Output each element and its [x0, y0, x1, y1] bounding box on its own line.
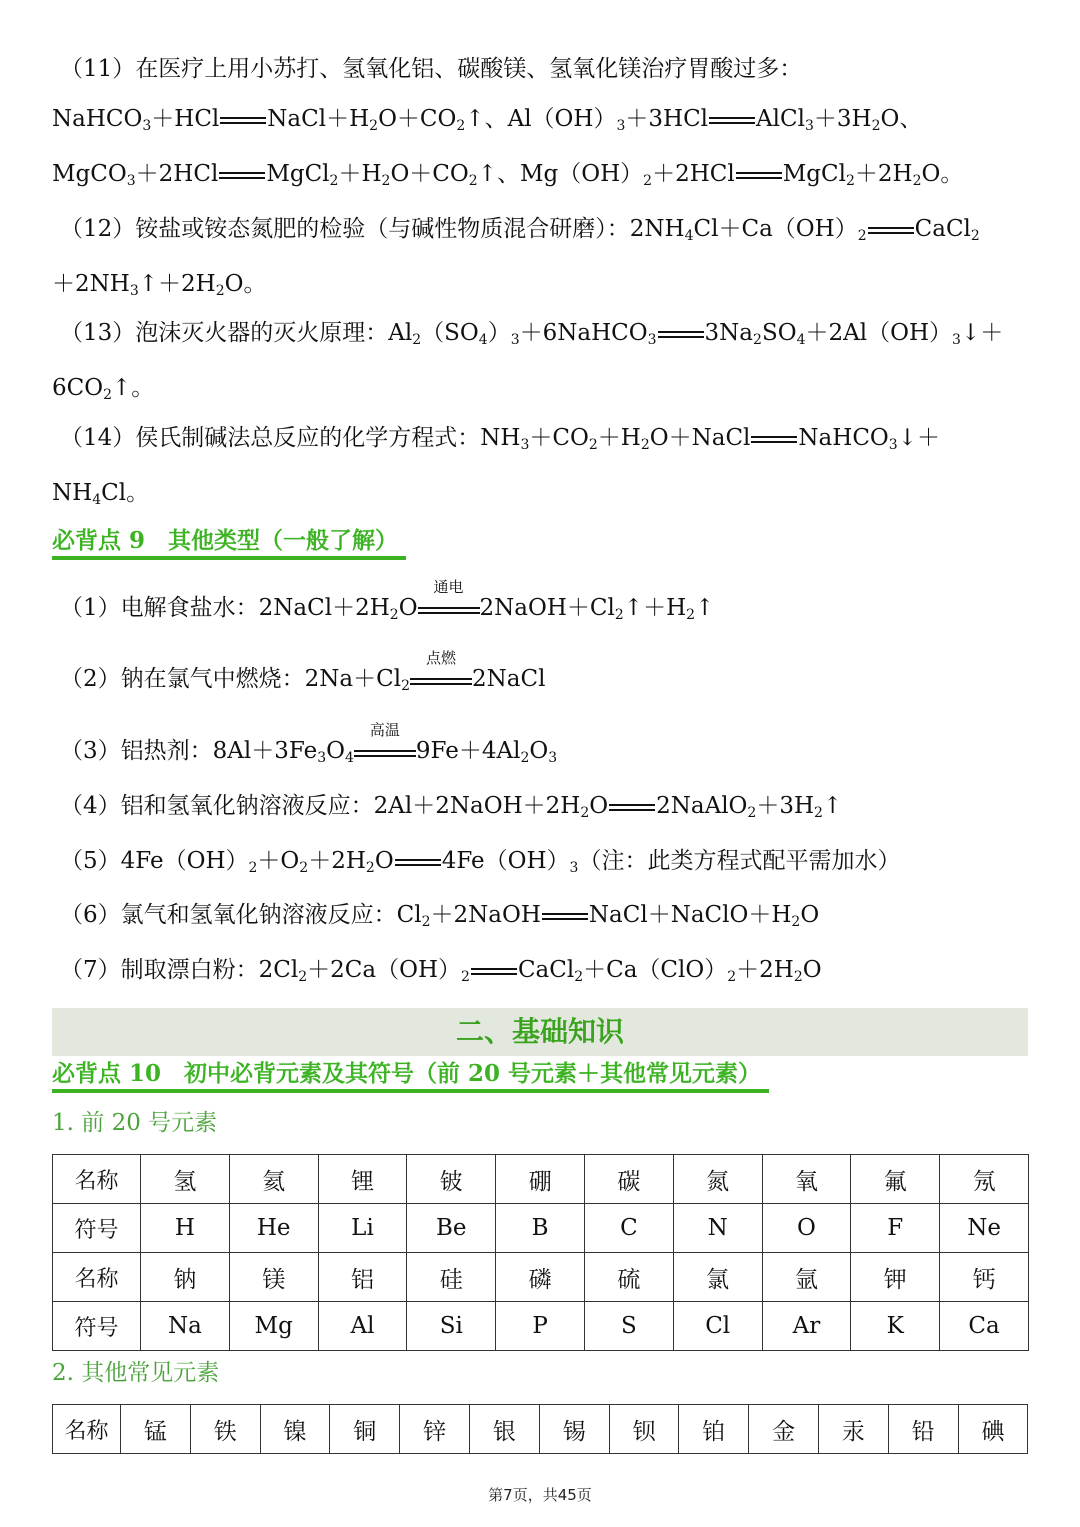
table-cell: 铍 — [407, 1155, 496, 1204]
table-row — [53, 1204, 1029, 1253]
table-cell: 锌 — [400, 1405, 470, 1454]
table-cell: 氖 — [940, 1155, 1029, 1204]
table-cell: 锂 — [318, 1155, 407, 1204]
condition-label: 点燃 — [425, 649, 456, 667]
table-cell: 钙 — [940, 1253, 1029, 1302]
table-cell: N — [673, 1204, 762, 1253]
table-header-name: 名称 — [53, 1155, 141, 1204]
table-cell: 铅 — [888, 1405, 958, 1454]
other-item-5: $(5)4Fe(OH)_2+O_2+2H_2O$ $4Fe(OH)_3$（注：此类方程式配平需加水） — [60, 848, 901, 876]
table-cell: Cl — [673, 1302, 762, 1351]
other-item-4: （4）铝和氢氧化钠溶液反应：$2Al+2NaOH+2H_2O$ $2NaAlO_2+3H_2↑$ — [60, 793, 843, 821]
table-cell: K — [851, 1302, 940, 1351]
condition-label: 高温 — [369, 721, 400, 739]
table-cell: 硼 — [496, 1155, 585, 1204]
table-cell: C — [584, 1204, 673, 1253]
table-cell: Mg — [229, 1302, 318, 1351]
table-cell: O — [762, 1204, 851, 1253]
other-item-7: （7）制取漂白粉：$2Cl_2+2Ca(OH)_2$ $CaCl_2+Ca(ClO)_2+2H_2O$ — [60, 957, 822, 985]
table-cell: 铝 — [318, 1253, 407, 1302]
table-cell: P — [496, 1302, 585, 1351]
table-row — [53, 1302, 1029, 1351]
table-cell: Li — [318, 1204, 407, 1253]
table-cell: 钠 — [141, 1253, 230, 1302]
table-cell: 汞 — [818, 1405, 888, 1454]
table-cell: 金 — [749, 1405, 819, 1454]
table-cell: S — [584, 1302, 673, 1351]
table-header-symbol: 符号 — [53, 1204, 141, 1253]
table-cell: Al — [318, 1302, 407, 1351]
table-cell: F — [851, 1204, 940, 1253]
table-cell: He — [229, 1204, 318, 1253]
section-9-heading: 必背点 9 其他类型（一般了解） — [52, 526, 406, 560]
subheading-first-20: 1. 前 20 号元素 — [52, 1110, 218, 1136]
item-12: （12）铵盐或铵态氮肥的检验（与碱性物质混合研磨）：$2NH_4Cl+Ca(OH)_2$ CaCl$_2$ — [60, 216, 980, 244]
table-cell: 镁 — [229, 1253, 318, 1302]
table-cell: Si — [407, 1302, 496, 1351]
table-cell: H — [141, 1204, 230, 1253]
table-header-name: 名称 — [53, 1253, 141, 1302]
table-header-name: 名称 — [53, 1405, 121, 1454]
condition-label: 通电 — [433, 578, 464, 596]
table-cell: 镍 — [260, 1405, 330, 1454]
item-11-intro: （11）在医疗上用小苏打、氢氧化铝、碳酸镁、氢氧化镁治疗胃酸过多： — [60, 56, 803, 82]
table-cell: B — [496, 1204, 585, 1253]
table-cell: 氦 — [229, 1155, 318, 1204]
item-12-cont: $+2NH_3↑+2H_2O$。 — [52, 271, 267, 299]
table-cell: Be — [407, 1204, 496, 1253]
table-cell: 碳 — [584, 1155, 673, 1204]
item-14-cont: $NH_4Cl$。 — [52, 480, 150, 508]
element-table-first-20 — [52, 1154, 1029, 1351]
table-cell: Ca — [940, 1302, 1029, 1351]
table-row — [53, 1405, 1028, 1454]
section-10-heading: 必背点 10 初中必背元素及其符号（前 20 号元素＋其他常见元素） — [52, 1059, 769, 1093]
item-14: （14）侯氏制碱法总反应的化学方程式：$NH_3+CO_2+H_2O+NaCl$ NaHCO$_3$↓＋ — [60, 425, 940, 453]
table-cell: 硅 — [407, 1253, 496, 1302]
table-cell: 氮 — [673, 1155, 762, 1204]
chapter-banner: 二、基础知识 — [52, 1008, 1028, 1056]
subheading-other-elements: 2. 其他常见元素 — [52, 1360, 220, 1386]
table-cell: Ne — [940, 1204, 1029, 1253]
element-table-other — [52, 1404, 1028, 1454]
other-item-1: （1）电解食盐水：$2NaCl+2H_2O$ 通电 $2NaOH+Cl_2↑+H_2↑$ — [60, 578, 715, 623]
table-cell: 铜 — [330, 1405, 400, 1454]
other-item-2: （2）钠在氯气中燃烧：$2Na+Cl_2$ 点燃 2NaCl — [60, 649, 546, 694]
table-row — [53, 1155, 1029, 1204]
table-cell: 氢 — [141, 1155, 230, 1204]
table-cell: 氟 — [851, 1155, 940, 1204]
table-row — [53, 1253, 1029, 1302]
table-cell: 氧 — [762, 1155, 851, 1204]
table-cell: 氩 — [762, 1253, 851, 1302]
item-11-equations-line1: NaHCO$_3$＋HCl $NaCl+H_2O+CO_2↑$、$Al(OH)_3+3HCl$ $AlCl_3+3H_2O$、 — [52, 106, 923, 134]
item-11-equations-line2: MgCO$_3$＋2HCl $MgCl_2+H_2O+CO_2↑$、$Mg(OH)_2+2HCl$ $MgCl_2+2H_2O$。 — [52, 161, 964, 189]
table-cell: 硫 — [584, 1253, 673, 1302]
table-cell: 铂 — [679, 1405, 749, 1454]
table-cell: 锰 — [121, 1405, 191, 1454]
page-footer: 第7页，共45页 — [488, 1486, 592, 1504]
table-cell: 碘 — [958, 1405, 1028, 1454]
other-item-6: （6）氯气和氢氧化钠溶液反应：$Cl_2+2NaOH$ $NaCl+NaClO+H_2O$ — [60, 902, 820, 930]
table-cell: 钡 — [609, 1405, 679, 1454]
table-cell: 银 — [469, 1405, 539, 1454]
table-header-symbol: 符号 — [53, 1302, 141, 1351]
table-cell: 铁 — [190, 1405, 260, 1454]
table-cell: 氯 — [673, 1253, 762, 1302]
item-13-cont: $6CO_2↑$。 — [52, 375, 155, 403]
table-cell: 磷 — [496, 1253, 585, 1302]
other-item-3: （3）铝热剂：$8Al+3Fe_3O_4$ 高温 $9Fe+4Al_2O_3$ — [60, 721, 558, 766]
table-cell: Ar — [762, 1302, 851, 1351]
table-cell: Na — [141, 1302, 230, 1351]
table-cell: 锡 — [539, 1405, 609, 1454]
item-13: （13）泡沫灭火器的灭火原理：$Al_2(SO_4)_3+6NaHCO_3$ $3Na_2SO_4+2Al(OH)_3↓+$ — [60, 320, 1004, 348]
table-cell: 钾 — [851, 1253, 940, 1302]
